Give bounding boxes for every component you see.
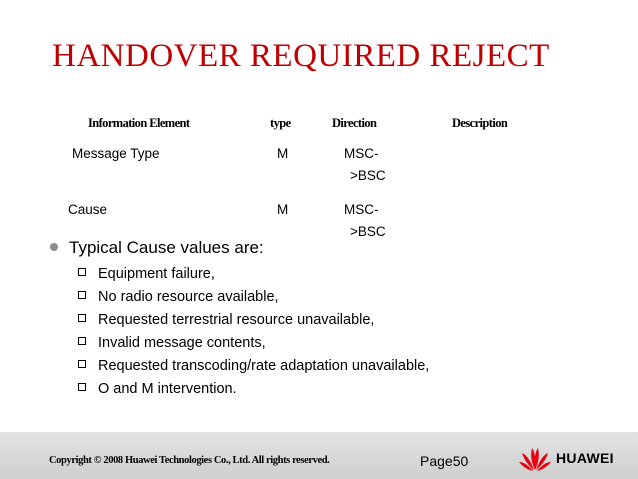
sub-bullet (78, 289, 279, 305)
table-cell-element: Message Type (72, 146, 160, 161)
table-cell-direction-line2: >BSC (350, 168, 386, 183)
sub-bullet-text: O and M intervention. (98, 381, 237, 397)
square-bullet-icon (78, 268, 86, 276)
square-bullet-icon (78, 291, 86, 299)
slide-title: HANDOVER REQUIRED REJECT (52, 38, 550, 74)
sub-bullet-text: Invalid message contents, (98, 335, 266, 351)
table-header-direction: Direction (332, 116, 377, 130)
huawei-petals-icon (518, 446, 552, 472)
brand-name: HUAWEI (556, 450, 614, 466)
table-cell-direction-line1: MSC- (344, 202, 379, 217)
sub-bullet-text: No radio resource available, (98, 289, 279, 305)
sub-bullet-text: Equipment failure, (98, 266, 215, 282)
table-cell-type: M (277, 146, 289, 161)
square-bullet-icon (78, 337, 86, 345)
square-bullet-icon (78, 314, 86, 322)
sub-bullet (78, 312, 374, 328)
sub-bullet-text: Requested terrestrial resource unavailable, (98, 312, 375, 328)
table-header-information-element: Information Element (88, 116, 190, 130)
square-bullet-icon (78, 360, 86, 368)
page-number: Page50 (420, 453, 469, 469)
sub-bullet (78, 381, 237, 397)
square-bullet-icon (78, 383, 86, 391)
table-cell-direction-line1: MSC- (344, 146, 379, 161)
main-bullet (50, 238, 264, 258)
copyright-text: Copyright © 2008 Huawei Technologies Co., Ltd. All rights reserved. (49, 455, 330, 466)
table-header-description: Description (452, 116, 508, 130)
main-bullet-text: Typical Cause values are: (69, 238, 264, 257)
table-cell-type: M (277, 202, 289, 217)
huawei-logo (518, 446, 628, 472)
table-cell-element: Cause (68, 202, 108, 217)
sub-bullet (78, 266, 215, 282)
sub-bullet (78, 358, 429, 374)
table-cell-direction-line2: >BSC (350, 224, 386, 239)
sub-bullet-text: Requested transcoding/rate adaptation unavailable, (98, 358, 430, 374)
bullet-dot-icon (50, 243, 58, 251)
sub-bullet (78, 335, 266, 351)
table-header-type: type (270, 116, 291, 130)
